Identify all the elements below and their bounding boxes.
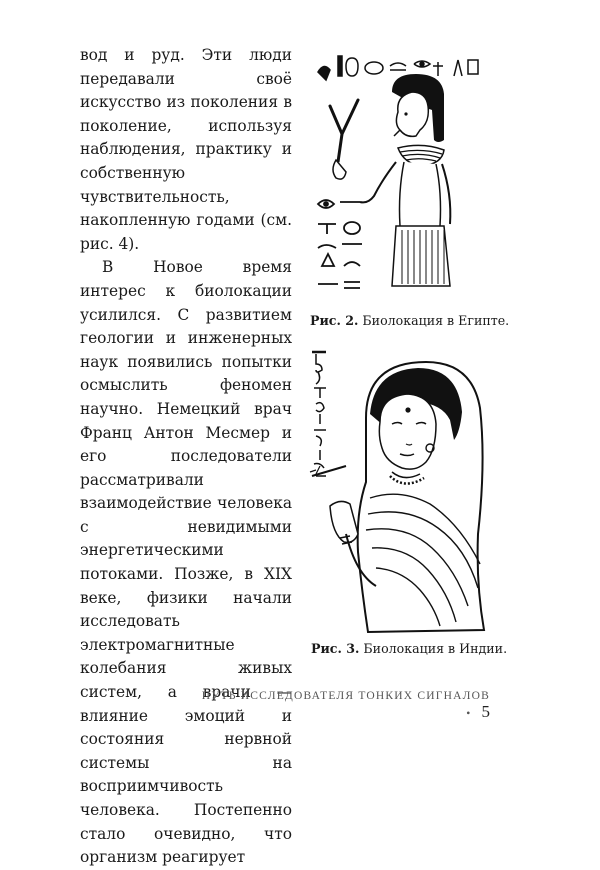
paragraph-1: вод и руд. Эти люди передавали своё искусство из поколения в поколение, используя наблюдения, практику и собственную чувствительность, накопленную годами (см. рис. 4). [80, 46, 292, 253]
footer-separator: • [466, 708, 472, 720]
figure-2-label: Рис. 2. [310, 313, 359, 328]
running-footer [200, 690, 490, 722]
page-number: 5 [481, 702, 490, 721]
figure-2-caption [310, 313, 509, 328]
figure-india-illustration [306, 348, 488, 634]
figure-3-caption [311, 641, 507, 656]
paragraph-2: В Новое время интерес к биолокации усилился. С развитием геологии и инженерных наук появились попытки осмыслить феномен научно. Немецкий врач Франц Антон Месмер и его последователи рассматривали взаимодействие человека с невидимыми энергетическими потоками. Позже, в XIX веке, физики начали исследовать электромагнитные колебания живых систем, а врачи — влияние эмоций и состояния нервной системы на восприимчивость человека. Постепенно стало очевидно, что организм реагирует [80, 258, 292, 867]
indian-figure [330, 362, 484, 632]
devanagari-script-column [312, 352, 326, 476]
figure-3-caption-text: Биолокация в Индии. [363, 641, 508, 656]
egyptian-figure [360, 74, 450, 286]
figure-2-caption-text: Биолокация в Египте. [362, 313, 510, 328]
hieroglyph-side-column [318, 200, 362, 288]
running-title: ПУТЬ ИССЛЕДОВАТЕЛЯ ТОНКИХ СИГНАЛОВ [201, 690, 490, 702]
figure-egypt-illustration [308, 44, 486, 302]
body-text-column [80, 44, 292, 870]
hieroglyph-top-row [318, 56, 478, 80]
figure-3-label: Рис. 3. [311, 641, 360, 656]
